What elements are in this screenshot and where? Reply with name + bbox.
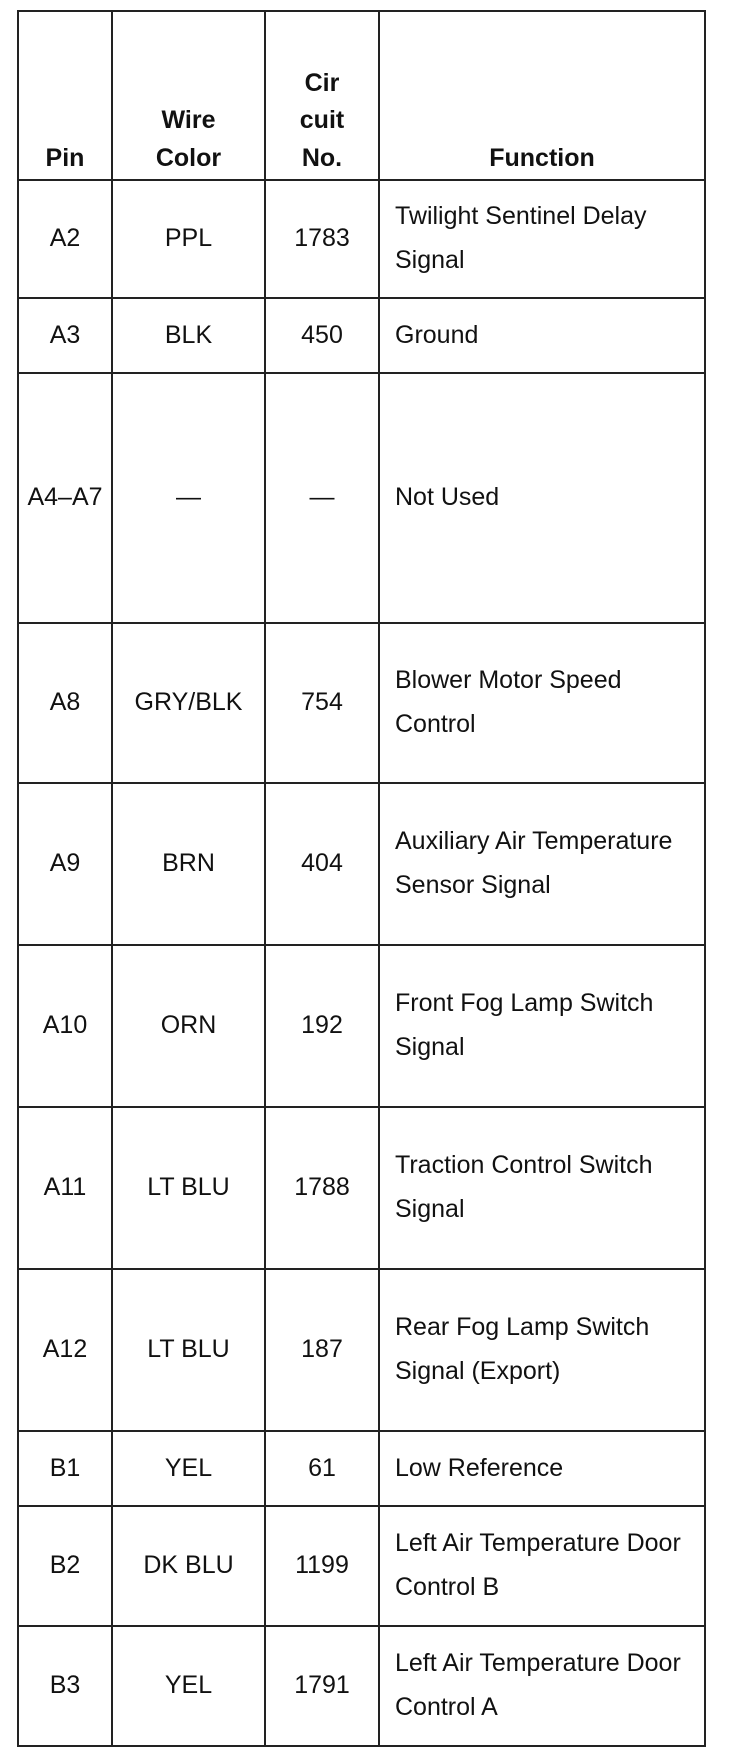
circuit-cell: 1783 bbox=[265, 180, 379, 298]
pin-cell: A2 bbox=[18, 180, 112, 298]
circuit-cell: 450 bbox=[265, 298, 379, 373]
table-row bbox=[18, 373, 705, 623]
function-cell: Front Fog Lamp Switch Signal bbox=[379, 945, 705, 1107]
pin-cell: A12 bbox=[18, 1269, 112, 1431]
pin-cell: A8 bbox=[18, 623, 112, 783]
function-cell: Ground bbox=[379, 298, 705, 373]
table-row bbox=[18, 623, 705, 783]
function-cell: Low Reference bbox=[379, 1431, 705, 1506]
wire-color-cell: LT BLU bbox=[112, 1107, 265, 1269]
pin-cell: A10 bbox=[18, 945, 112, 1107]
circuit-cell: 404 bbox=[265, 783, 379, 945]
wire-color-cell: DK BLU bbox=[112, 1506, 265, 1626]
circuit-cell: 192 bbox=[265, 945, 379, 1107]
table-row bbox=[18, 1431, 705, 1506]
connector-pinout-table bbox=[17, 10, 706, 1747]
function-cell: Blower Motor Speed Control bbox=[379, 623, 705, 783]
wire-color-cell: YEL bbox=[112, 1431, 265, 1506]
wire-color-cell: BRN bbox=[112, 783, 265, 945]
header-row bbox=[18, 11, 705, 180]
circuit-cell: 1199 bbox=[265, 1506, 379, 1626]
wire-color-cell: LT BLU bbox=[112, 1269, 265, 1431]
header-pin: Pin bbox=[18, 11, 112, 180]
pin-cell: B1 bbox=[18, 1431, 112, 1506]
function-cell: Left Air Temperature Door Control A bbox=[379, 1626, 705, 1746]
pin-cell: A3 bbox=[18, 298, 112, 373]
table-row bbox=[18, 1107, 705, 1269]
table-row bbox=[18, 1269, 705, 1431]
pin-cell: B2 bbox=[18, 1506, 112, 1626]
table-row bbox=[18, 180, 705, 298]
circuit-cell: — bbox=[265, 373, 379, 623]
function-cell: Twilight Sentinel Delay Signal bbox=[379, 180, 705, 298]
circuit-cell: 187 bbox=[265, 1269, 379, 1431]
circuit-cell: 754 bbox=[265, 623, 379, 783]
header-wire-color: Wire Color bbox=[112, 11, 265, 180]
table-row bbox=[18, 1626, 705, 1746]
wire-color-cell: — bbox=[112, 373, 265, 623]
wire-color-cell: YEL bbox=[112, 1626, 265, 1746]
circuit-cell: 61 bbox=[265, 1431, 379, 1506]
header-circuit-no: Cir cuit No. bbox=[265, 11, 379, 180]
circuit-cell: 1788 bbox=[265, 1107, 379, 1269]
table-row bbox=[18, 945, 705, 1107]
table-row bbox=[18, 298, 705, 373]
wire-color-cell: PPL bbox=[112, 180, 265, 298]
function-cell: Traction Control Switch Signal bbox=[379, 1107, 705, 1269]
function-cell: Not Used bbox=[379, 373, 705, 623]
pin-cell: B3 bbox=[18, 1626, 112, 1746]
wire-color-cell: GRY/BLK bbox=[112, 623, 265, 783]
table-row bbox=[18, 783, 705, 945]
pin-cell: A4–A7 bbox=[18, 373, 112, 623]
circuit-cell: 1791 bbox=[265, 1626, 379, 1746]
wire-color-cell: ORN bbox=[112, 945, 265, 1107]
table-row bbox=[18, 1506, 705, 1626]
function-cell: Auxiliary Air Temperature Sensor Signal bbox=[379, 783, 705, 945]
header-function: Function bbox=[379, 11, 705, 180]
function-cell: Left Air Temperature Door Control B bbox=[379, 1506, 705, 1626]
pin-cell: A9 bbox=[18, 783, 112, 945]
function-cell: Rear Fog Lamp Switch Signal (Export) bbox=[379, 1269, 705, 1431]
wire-color-cell: BLK bbox=[112, 298, 265, 373]
pin-cell: A11 bbox=[18, 1107, 112, 1269]
